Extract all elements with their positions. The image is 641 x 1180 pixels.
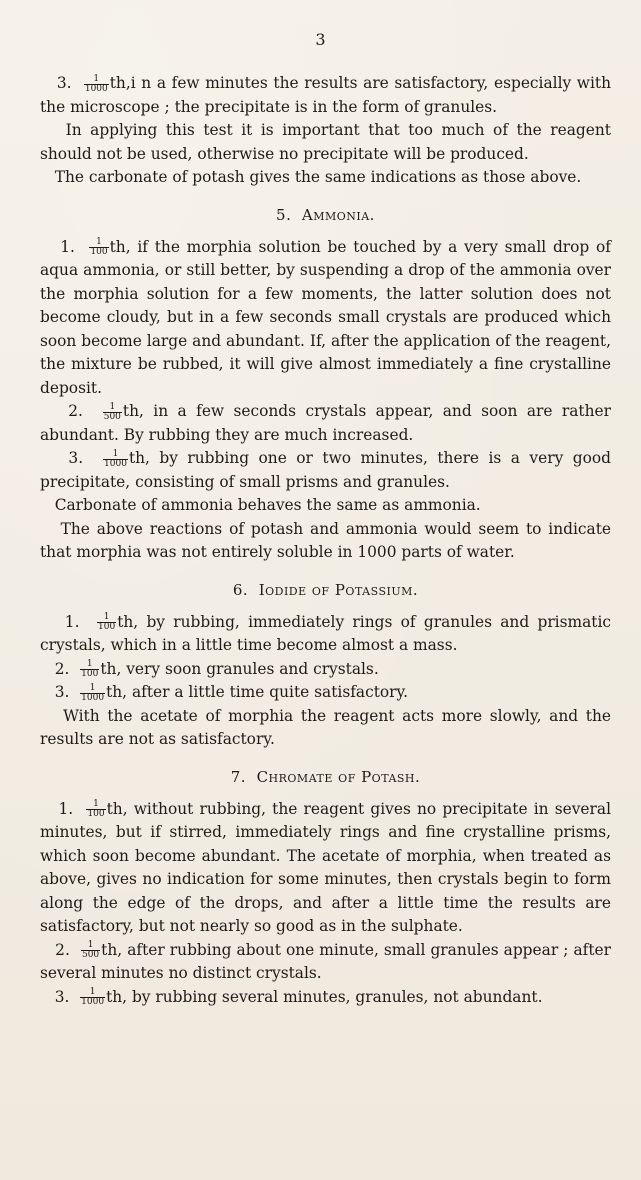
section-title: Ammonia. bbox=[301, 205, 375, 224]
fraction-numerator: 1 bbox=[86, 800, 105, 810]
section-paragraph bbox=[40, 681, 611, 705]
fraction bbox=[84, 75, 109, 94]
fraction-denominator: 500 bbox=[81, 950, 100, 960]
paragraph bbox=[40, 119, 611, 166]
item-number: 2. bbox=[54, 659, 80, 678]
section-number: 7. bbox=[230, 767, 257, 786]
fraction bbox=[97, 613, 116, 632]
section-paragraph bbox=[40, 518, 611, 565]
fraction-numerator: 1 bbox=[103, 403, 122, 413]
paragraph-text: th, by rubbing several minutes, granules, not abundant. bbox=[106, 987, 543, 1006]
paragraph-text: th, if the morphia solution be touched by a very small drop of aqua ammonia, or still better, by suspending a drop of the ammonia over the morphia solution for a few moments, the latter solution does not become cloudy, but in a few seconds small crystals are produced which soon become large and abundant. If, after the application of the reagent, the mixture be rubbed, it will give almost immediately a fine crystalline deposit. bbox=[40, 237, 611, 397]
section-title: Iodide of Potassium. bbox=[258, 580, 419, 599]
section-number: 5. bbox=[276, 205, 302, 224]
fraction-denominator: 1000 bbox=[104, 458, 127, 469]
paragraph-text: th, by rubbing, immediately rings of granules and prismatic crystals, which in a little time become almost a mass. bbox=[40, 612, 611, 654]
section-heading bbox=[40, 204, 611, 226]
paragraph-text: th,i n a few minutes the results are satisfactory, especially with the microscope ; the precipitate is in the form of granules. bbox=[40, 74, 612, 116]
fraction-denominator: 100 bbox=[81, 669, 99, 679]
item-number: 3. bbox=[54, 683, 80, 701]
paragraph-text: th, after a little time quite satisfactory. bbox=[106, 683, 409, 701]
paragraph-text: In applying this test it is important that too much of the reagent should not be used, otherwise no precipitate will be produced. bbox=[40, 121, 611, 163]
section-paragraph bbox=[40, 986, 611, 1010]
paragraph bbox=[40, 166, 611, 190]
fraction-denominator: 1000 bbox=[84, 83, 108, 94]
paragraph-text: th, very soon granules and crystals. bbox=[100, 659, 379, 678]
section-heading bbox=[40, 766, 611, 788]
fraction bbox=[81, 941, 100, 960]
paragraph-text: th, in a few seconds crystals appear, and soon are rather abundant. By rubbing they are much increased. bbox=[40, 402, 611, 444]
section-paragraph bbox=[40, 400, 611, 447]
section-paragraph bbox=[40, 798, 611, 939]
paragraph bbox=[40, 72, 611, 119]
item-number: 2. bbox=[68, 402, 102, 420]
document-body bbox=[40, 72, 611, 1009]
fraction bbox=[80, 988, 105, 1007]
paragraph-text: The carbonate of potash gives the same indications as those above. bbox=[54, 168, 582, 186]
item-number: 2. bbox=[55, 940, 80, 959]
section-paragraph bbox=[40, 447, 611, 494]
section-paragraph bbox=[40, 939, 611, 986]
section-paragraph bbox=[40, 705, 611, 752]
paragraph-text: The above reactions of potash and ammonia would seem to indicate that morphia was not entirely soluble in 1000 parts of water. bbox=[40, 519, 611, 561]
fraction bbox=[80, 660, 99, 679]
section-paragraph bbox=[40, 236, 611, 401]
fraction-numerator: 1 bbox=[84, 75, 109, 85]
fraction-numerator: 1 bbox=[81, 941, 100, 951]
fraction bbox=[103, 403, 122, 422]
fraction-numerator: 1 bbox=[97, 613, 116, 623]
section-paragraph bbox=[40, 658, 611, 682]
item-number: 3. bbox=[56, 74, 83, 92]
paragraph-text: Carbonate of ammonia behaves the same as ammonia. bbox=[54, 496, 481, 514]
fraction bbox=[103, 450, 128, 469]
fraction-denominator: 1000 bbox=[81, 692, 105, 703]
paragraph-text: th, by rubbing one or two minutes, there is a very good precipitate, consisting of small prisms and granules. bbox=[40, 449, 611, 491]
fraction-numerator: 1 bbox=[89, 238, 108, 248]
paragraph-text: th, after rubbing about one minute, small granules appear ; after several minutes no distinct crystals. bbox=[40, 940, 611, 982]
fraction bbox=[89, 238, 108, 257]
section-number: 6. bbox=[232, 580, 259, 599]
item-number: 1. bbox=[60, 237, 89, 256]
fraction-denominator: 100 bbox=[90, 247, 108, 257]
section-heading bbox=[40, 579, 611, 601]
item-number: 1. bbox=[64, 612, 97, 631]
section-title: Chromate of Potash. bbox=[256, 767, 421, 786]
fraction bbox=[80, 684, 105, 703]
paragraph-text: With the acetate of morphia the reagent acts more slowly, and the results are not as satisfactory. bbox=[40, 706, 611, 748]
item-number: 3. bbox=[54, 987, 80, 1006]
paragraph-text: th, without rubbing, the reagent gives no precipitate in several minutes, but if stirred, immediately rings and fine crystalline prisms, which soon become abundant. The acetate of morphia, when treated as above, gives no indication for some minutes, then crystals begin to form along the edge of the drops, and after a little time the results are satisfactory, but not nearly so good as in the sulphate. bbox=[40, 799, 611, 935]
fraction-numerator: 1 bbox=[80, 988, 105, 998]
fraction bbox=[86, 800, 105, 819]
section-paragraph bbox=[40, 611, 611, 658]
fraction-denominator: 500 bbox=[103, 411, 121, 422]
fraction-numerator: 1 bbox=[80, 684, 105, 694]
fraction-denominator: 1000 bbox=[81, 997, 105, 1007]
item-number: 3. bbox=[68, 449, 103, 467]
page-number: 3 bbox=[315, 30, 326, 49]
item-number: 1. bbox=[58, 799, 86, 818]
fraction-denominator: 100 bbox=[87, 809, 105, 819]
fraction-numerator: 1 bbox=[80, 660, 99, 670]
fraction-numerator: 1 bbox=[103, 450, 128, 460]
section-paragraph bbox=[40, 494, 611, 518]
fraction-denominator: 100 bbox=[98, 622, 116, 632]
